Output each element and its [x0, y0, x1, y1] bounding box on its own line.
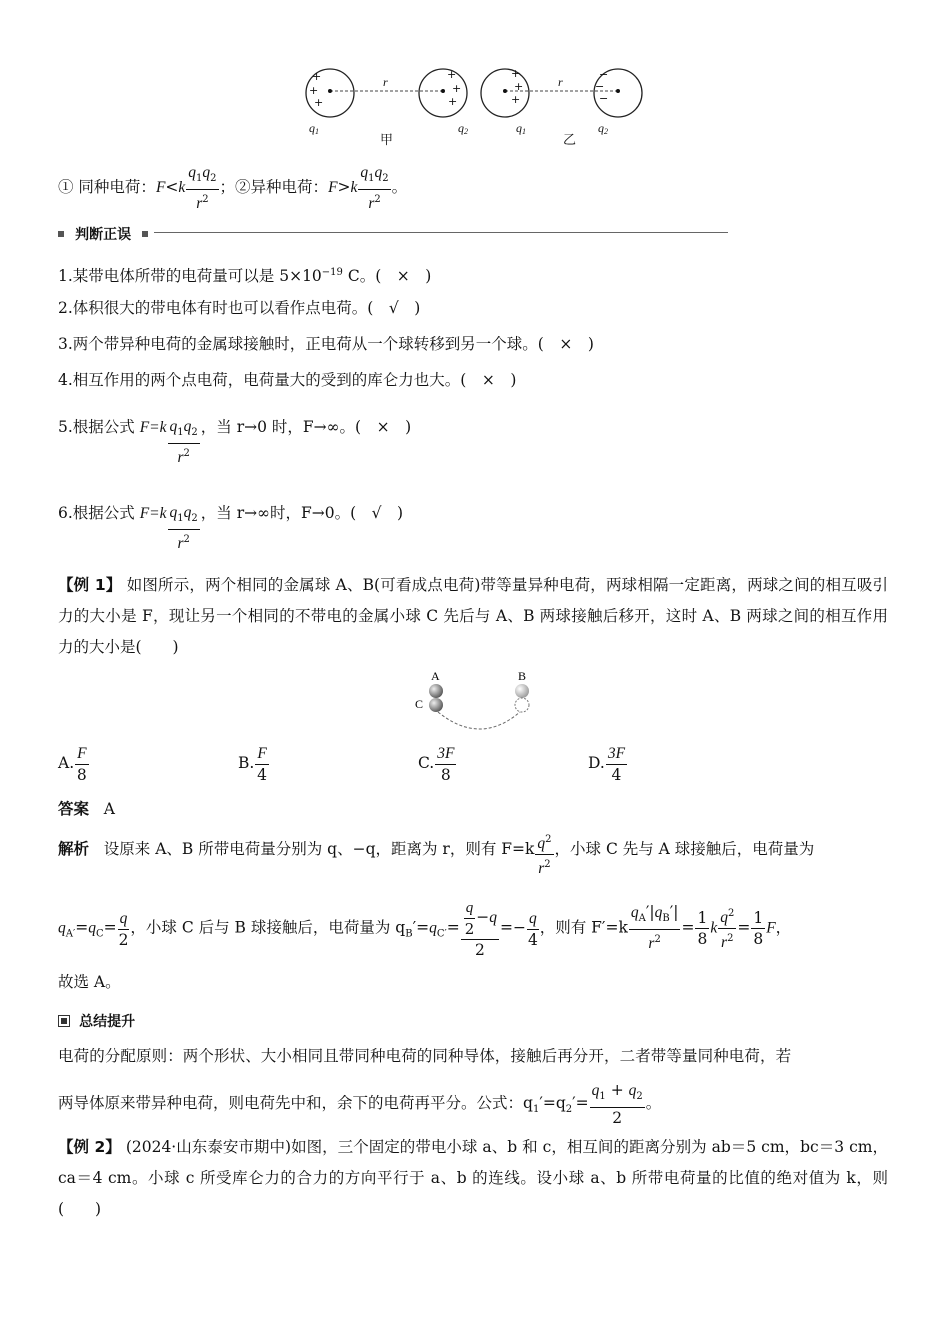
- label-jia: 甲: [380, 133, 394, 148]
- plus-sign: +: [309, 84, 319, 97]
- coulomb-comparison: ① 同种电荷：F<k $\frac{q_1q_2}{r^2}$ ；②异种电荷：F>k $\frac{q_1q_2}{r^2}$ 。: [58, 164, 408, 213]
- charge-figure: [295, 60, 655, 150]
- svg-text:q2: q2: [458, 121, 468, 136]
- plus-sign: +: [452, 82, 462, 95]
- analysis-line-2: $q_{A'}=q_C=$ $\frac{q}{2}$ ，小球 C 后与 B 球接触后，电荷量为 $q_B'=q_{C'}=$ $\frac{q}{2}$ −q 2 =− $\frac{q}{4}$ ，则有 F′=k $\frac{q_A'|q_B'|}{r^2}$ = $\frac{1}{8}$ k $\frac{q^2}{r^2}$ = $\frac{1}{8}$ F，: [58, 897, 791, 960]
- plus-sign: +: [511, 93, 521, 106]
- judge-item-4: 4.相互作用的两个点电荷，电荷量大的受到的库仑力也大。( × ): [58, 371, 517, 389]
- judge-item-2: 2.体积很大的带电体有时也可以看作点电荷。( √ ): [58, 299, 421, 317]
- ball-C-dashed: [515, 698, 529, 712]
- analysis-line-1: 解析 设原来 A、B 所带电荷量分别为 q、−q，距离为 r，则有 F=k $\frac{q^2}{r^2}$ ，小球 C 先与 A 球接触后，电荷量为: [58, 838, 814, 879]
- example2-question: 【例 2】 (2024·山东泰安市期中)如图，三个固定的带电小球 a、b 和 c，相互间的距离分别为 ab＝5 cm，bc＝3 cm，ca＝4 cm。小球 c 所受库仑力的合力的方向平行于 a、b 的连线。设小球 a、b 所带电荷量的比值的绝对值为 k，则( ): [58, 1138, 888, 1218]
- analysis-line-3: 故选 A。: [58, 973, 121, 991]
- plus-sign: +: [514, 80, 524, 93]
- svg-text:q1: q1: [516, 121, 526, 136]
- plus-sign: +: [314, 96, 324, 109]
- option-c[interactable]: C. $\frac{3F}{8}$: [418, 745, 455, 784]
- ball-C: [429, 698, 443, 712]
- svg-text:q2: q2: [598, 121, 608, 136]
- judge-heading: 判断正误: [58, 223, 728, 243]
- plus-sign: +: [511, 67, 521, 80]
- svg-text:B: B: [518, 669, 527, 683]
- judge-item-1: 1.某带电体所带的电荷量可以是 $5\times 10^{-19}$ C。( × ): [58, 267, 432, 286]
- judge-item-3: 3.两个带异种电荷的金属球接触时，正电荷从一个球转移到另一个球。( × ): [58, 335, 594, 353]
- summary-text-1: 电荷的分配原则：两个形状、大小相同且带同种电荷的同种导体，接触后再分开，二者带等量同种电荷，若: [58, 1047, 792, 1065]
- svg-text:A: A: [431, 669, 440, 683]
- minus-sign: −: [595, 80, 605, 93]
- option-b[interactable]: B. $\frac{F}{4}$: [238, 745, 267, 784]
- summary-heading: 总结提升: [58, 1010, 135, 1031]
- svg-text:q1: q1: [309, 121, 319, 136]
- option-d[interactable]: D. $\frac{3F}{4}$: [588, 745, 626, 784]
- plus-sign: +: [447, 68, 457, 81]
- example1-question: 【例 1】 如图所示，两个相同的金属球 A、B(可看成点电荷)带等量异种电荷，两球相隔一定距离，两球之间的相互吸引力的大小是 F，现让另一个相同的不带电的金属小球 C 先后与 A、B 两球接触后移开，这时 A、B 两球之间的相互作用力的大小是( ): [58, 576, 888, 656]
- plus-sign: +: [312, 70, 322, 83]
- answer: 答案 A: [58, 800, 115, 818]
- label-yi: 乙: [563, 133, 577, 148]
- ball-A: [429, 684, 443, 698]
- svg-text:r: r: [558, 75, 563, 89]
- minus-sign: −: [599, 68, 609, 81]
- plus-sign: +: [448, 95, 458, 108]
- example1-figure: [408, 668, 538, 736]
- summary-text-2: 两导体原来带异种电荷，则电荷先中和，余下的电荷再平分。公式：$q_1'=q_2'=$ $\frac{q_1 + q_2}{2}$ 。: [58, 1081, 662, 1128]
- svg-text:r: r: [383, 75, 388, 89]
- option-a[interactable]: A. $\frac{F}{8}$: [58, 745, 87, 784]
- minus-sign: −: [599, 92, 609, 105]
- ball-B: [515, 684, 529, 698]
- judge-item-5: 5.根据公式 F=k $\frac{q_1q_2}{r^2}$ ，当 r→0 时，F→∞。( × ): [58, 418, 412, 467]
- judge-item-6: 6.根据公式 F=k $\frac{q_1q_2}{r^2}$ ，当 r→∞时，F→0。( √ ): [58, 504, 404, 553]
- svg-text:C: C: [415, 697, 424, 711]
